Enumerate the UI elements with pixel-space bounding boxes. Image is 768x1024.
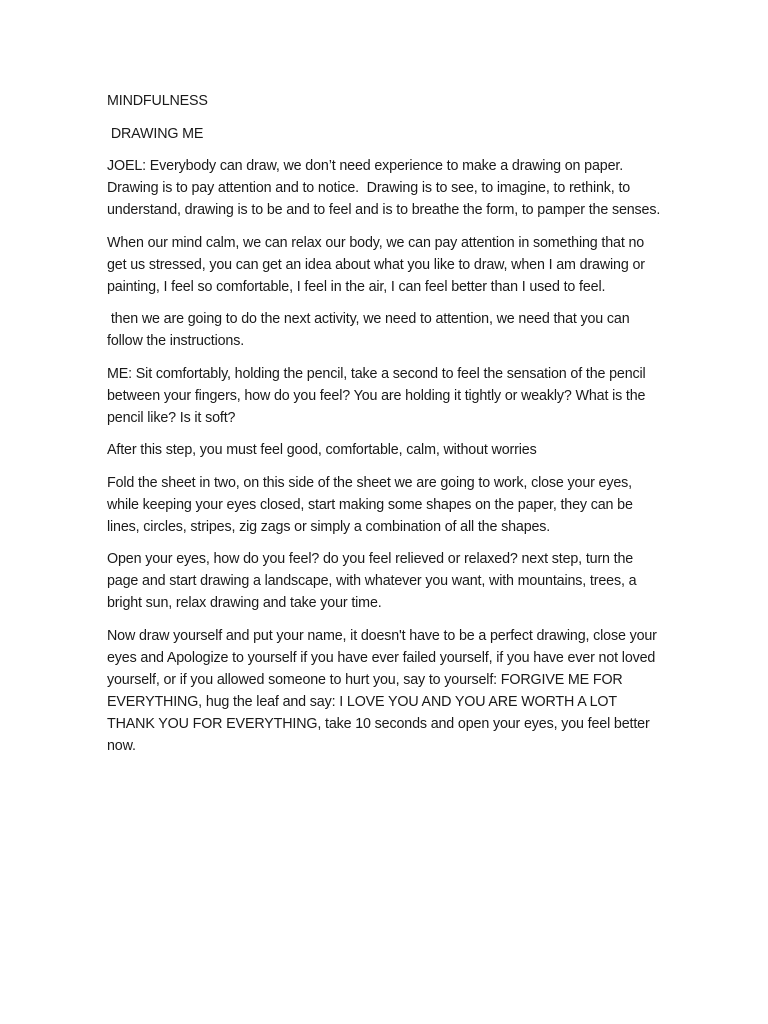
document-title: MINDFULNESS	[107, 93, 208, 109]
paragraph-after-step: After this step, you must feel good, comfortable, calm, without worries	[107, 442, 537, 458]
document-body	[107, 90, 663, 767]
paragraph-draw-yourself: Now draw yourself and put your name, it doesn't have to be a perfect drawing, close your eyes and Apologize to yourself if you have ever failed yourself, if you have ever not loved yourself, or if you allowed someone to hurt you, say to yourself: FORGIVE ME FOR EVERYTHING, hug the leaf and say: I LOVE YOU AND YOU ARE WORTH A LOT THANK YOU FOR EVERYTHING, take 10 seconds and open your eyes, you feel better now.	[107, 627, 661, 754]
paragraph-hold-pencil: ME: Sit comfortably, holding the pencil, take a second to feel the sensation of the pencil between your fingers, how do you feel? You are holding it tightly or weakly? What is the pencil like? Is it soft?	[107, 365, 650, 426]
paragraph-next-activity: then we are going to do the next activity, we need to attention, we need that you can follow the instructions.	[107, 311, 634, 349]
paragraph-fold-sheet: Fold the sheet in two, on this side of the sheet we are going to work, close your eyes, while keeping your eyes closed, start making some shapes on the paper, they can be lines, circles, stripes, zig zags or simply a combination of all the shapes.	[107, 474, 637, 535]
paragraph-open-eyes: Open your eyes, how do you feel? do you feel relieved or relaxed? next step, turn the page and start drawing a landscape, with whatever you want, with mountains, trees, a bright sun, relax drawing and take your time.	[107, 551, 641, 611]
document-subtitle: DRAWING ME	[107, 125, 204, 142]
paragraph-joel-intro: JOEL: Everybody can draw, we don’t need experience to make a drawing on paper. Drawing is to pay attention and to notice. Drawing is to see, to imagine, to rethink, to understand, drawing is to be and to feel and is to breathe the form, to pamper the senses.	[107, 158, 661, 218]
paragraph-mind-calm: When our mind calm, we can relax our body, we can pay attention in something that no get us stressed, you can get an idea about what you like to draw, when I am drawing or painting, I feel so comfortable, I feel in the air, I can feel better than I used to feel.	[107, 234, 649, 295]
